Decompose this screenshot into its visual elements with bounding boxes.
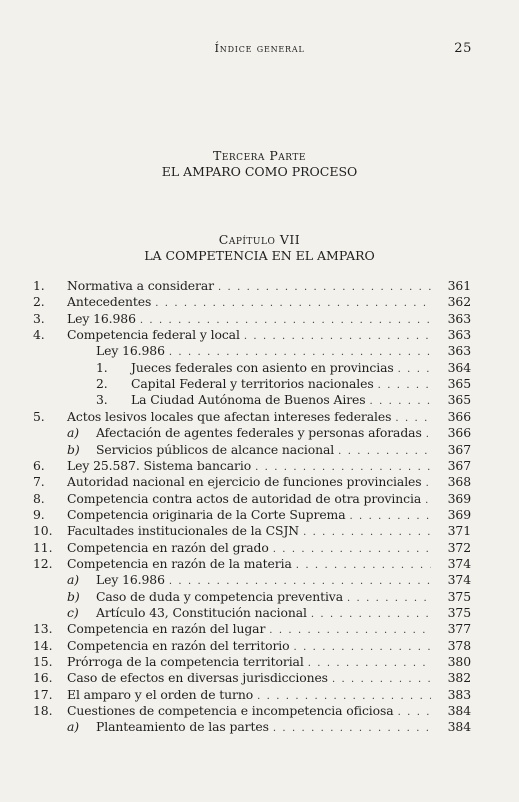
toc-entry-title: Competencia originaria de la Corte Suprema — [67, 506, 346, 522]
toc-entry-page: 367 — [447, 441, 471, 457]
toc-entry-title: La Ciudad Autónoma de Buenos Aires — [131, 392, 366, 408]
toc-entry-number: 1. — [96, 359, 108, 375]
toc-entry — [96, 359, 471, 376]
toc-entry — [67, 605, 471, 621]
toc-entry-page: 364 — [447, 359, 471, 375]
toc-entry — [33, 294, 471, 310]
toc-entry-title: Actos lesivos locales que afectan intereses federales — [67, 408, 392, 424]
toc-entry-title: Ley 16.986 — [67, 310, 136, 326]
toc-entry — [67, 588, 471, 605]
toc-entry — [33, 621, 471, 637]
toc-entry-number: 3. — [96, 392, 108, 408]
toc-entry — [33, 637, 471, 654]
toc-entry-page: 378 — [447, 637, 471, 653]
toc-entry — [33, 686, 471, 703]
toc-entry-title: Servicios públicos de alcance nacional — [96, 441, 335, 457]
toc-entry — [33, 457, 471, 474]
toc-entry-title: Facultades institucionales de la CSJN — [67, 523, 300, 539]
toc-entry — [33, 408, 471, 425]
toc-entry — [96, 392, 471, 408]
toc-entry-title: Cuestiones de competencia e incompetencia oficiosa — [67, 703, 394, 719]
part-title: EL AMPARO COMO PROCESO — [161, 164, 358, 179]
toc-entry-number: a) — [67, 719, 80, 735]
toc-entry-number: 11. — [33, 539, 53, 555]
toc-entry-page: 365 — [447, 376, 471, 392]
toc-entry-number: a) — [67, 572, 80, 588]
toc-entry-title: Antecedentes — [67, 294, 152, 310]
toc-entry — [33, 654, 471, 670]
toc-entry — [67, 441, 471, 458]
toc-entry-number: 18. — [33, 703, 53, 719]
toc-entry-title: Caso de duda y competencia preventiva — [96, 588, 343, 604]
toc-entry — [33, 474, 471, 490]
toc-entry-number: 14. — [33, 637, 53, 653]
toc-entry-number: 8. — [33, 490, 45, 506]
toc-entry — [33, 703, 471, 719]
toc-entry-number: a) — [67, 425, 80, 441]
toc-entry-page: 367 — [447, 457, 471, 473]
toc-entry-number: 15. — [33, 654, 53, 670]
toc-entry — [33, 670, 471, 686]
toc-entry-page: 369 — [447, 490, 471, 506]
toc-entry-title: Jueces federales con asiento en provincias — [131, 359, 394, 375]
toc-entry — [33, 490, 471, 507]
chapter-label: Capítulo VII — [218, 232, 301, 247]
toc-entry-title: Planteamiento de las partes — [96, 719, 269, 735]
page-number: 25 — [454, 41, 472, 56]
toc-entry-number: 3. — [33, 310, 45, 326]
toc-entry — [67, 425, 471, 441]
toc-entry-page: 366 — [447, 425, 471, 441]
toc-entry — [96, 376, 471, 392]
toc-entry-title: Capital Federal y territorios nacionales — [131, 376, 374, 392]
toc-entry-title: Normativa a considerar — [67, 278, 214, 293]
toc-entry-title: Afectación de agentes federales y personas aforadas — [96, 425, 422, 441]
toc-entry — [96, 343, 471, 359]
running-head-title: Índice general — [214, 41, 305, 55]
toc-entry — [67, 719, 471, 735]
toc-entry-title: Competencia contra actos de autoridad de otra provincia — [67, 490, 422, 506]
toc-entry — [33, 327, 471, 343]
toc-entry-number: 12. — [33, 555, 53, 571]
toc-entry-number: 4. — [33, 327, 45, 343]
toc-entry-number: b) — [67, 588, 80, 604]
toc-entry-page: 363 — [447, 310, 471, 326]
toc-entry-page: 384 — [447, 703, 471, 719]
toc-entry — [33, 278, 471, 294]
toc-entry-title: Competencia en razón de la materia — [67, 555, 292, 571]
toc-entry — [33, 523, 471, 539]
toc-entry-title: Competencia en razón del territorio — [67, 637, 290, 653]
toc-entry-number: 2. — [96, 376, 108, 392]
toc-entry-page: 375 — [447, 605, 471, 620]
toc-entry-number: 5. — [33, 408, 45, 424]
toc-entry-page: 375 — [447, 588, 471, 604]
toc-entry-title: Autoridad nacional en ejercicio de funciones provinciales — [67, 474, 422, 490]
toc-entry-title: Competencia en razón del grado — [67, 539, 269, 555]
toc-entry-title: Competencia en razón del lugar — [67, 621, 266, 637]
toc-entry-title: El amparo y el orden de turno — [67, 686, 254, 702]
toc-entry-page: 374 — [447, 555, 471, 571]
toc-entry-page: 371 — [447, 523, 471, 539]
toc-entry-page: 384 — [447, 719, 471, 735]
toc-entry-page: 382 — [447, 670, 471, 686]
toc-entry-page: 372 — [447, 539, 471, 555]
toc-entry — [33, 310, 471, 327]
toc-entry-number: 9. — [33, 506, 45, 522]
toc-entry-page: 368 — [447, 474, 471, 490]
toc-entry — [33, 506, 471, 523]
part-label: Tercera Parte — [213, 148, 306, 163]
toc-entry-number: c) — [67, 605, 79, 620]
toc-entry-page: 363 — [447, 343, 471, 359]
dot-leader — [273, 721, 431, 737]
toc-entry-number: 16. — [33, 670, 53, 686]
toc-entry-number: 2. — [33, 294, 45, 310]
toc-entry-page: 362 — [447, 294, 471, 310]
toc-entry-title: Caso de efectos en diversas jurisdicciones — [67, 670, 328, 686]
toc-entry-title: Ley 16.986 — [96, 343, 165, 359]
running-head — [0, 41, 519, 57]
toc-entry — [67, 572, 471, 588]
toc-entry-page: 365 — [447, 392, 471, 408]
chapter-title: LA COMPETENCIA EN EL AMPARO — [144, 248, 375, 263]
toc-entry-title: Prórroga de la competencia territorial — [67, 654, 304, 670]
toc-entry-page: 380 — [447, 654, 471, 670]
toc-entry-page: 361 — [447, 278, 471, 293]
toc-entry-number: 6. — [33, 457, 45, 473]
toc-entry — [33, 539, 471, 556]
toc-entry-page: 363 — [447, 327, 471, 343]
toc-entry — [33, 555, 471, 572]
toc-entry-number: 10. — [33, 523, 53, 539]
toc-entry-page: 374 — [447, 572, 471, 588]
toc-entry-number: 7. — [33, 474, 45, 490]
toc-entry-title: Competencia federal y local — [67, 327, 240, 343]
toc-entry-page: 366 — [447, 408, 471, 424]
toc-entry-title: Artículo 43, Constitución nacional — [96, 605, 307, 620]
toc-entry-number: 17. — [33, 686, 53, 702]
toc-entry-number: b) — [67, 441, 80, 457]
toc-entry-page: 377 — [447, 621, 471, 637]
toc-entry-number: 1. — [33, 278, 45, 293]
toc-entry-title: Ley 16.986 — [96, 572, 165, 588]
toc-entry-page: 383 — [447, 686, 471, 702]
toc-entry-page: 369 — [447, 506, 471, 522]
toc-entry-title: Ley 25.587. Sistema bancario — [67, 457, 252, 473]
toc-entry-number: 13. — [33, 621, 53, 637]
